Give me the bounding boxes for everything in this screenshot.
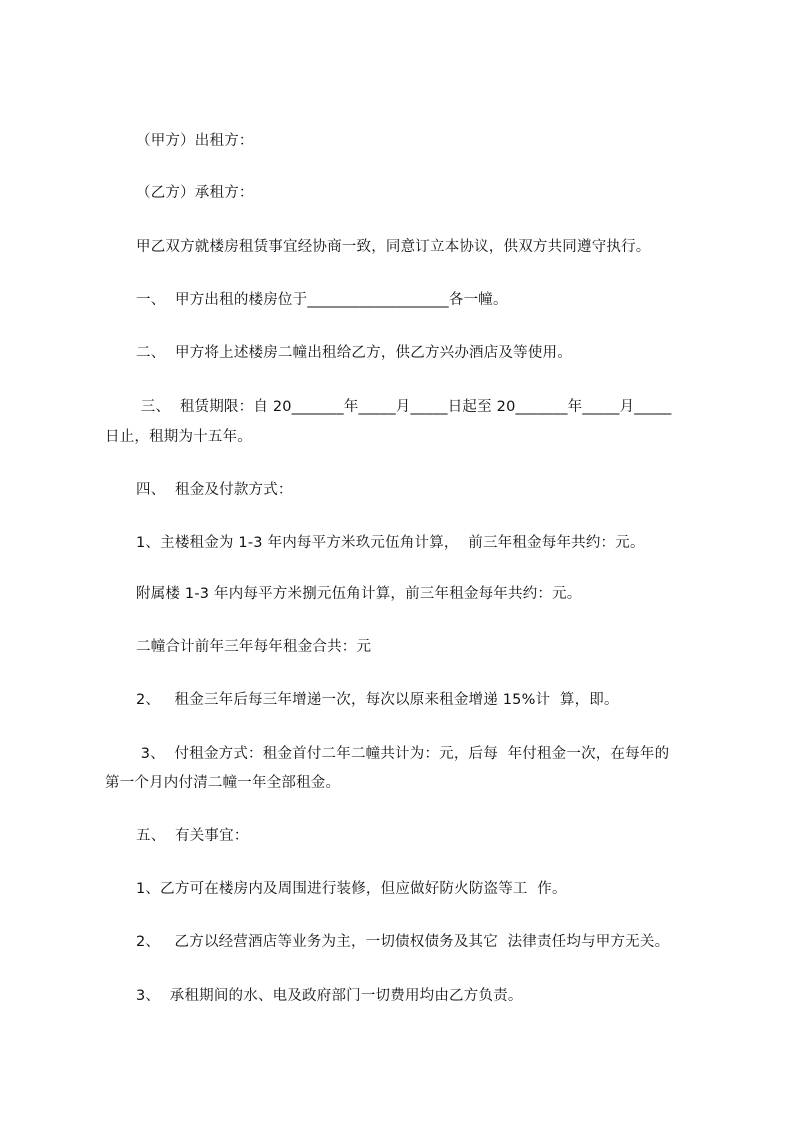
lessee-line: （乙方）承租方： — [136, 185, 254, 201]
clause-1-location: 一、 甲方出租的楼房位于___________________各一幢。 — [136, 292, 508, 308]
matters-item-1: 1、乙方可在楼房内及周围进行装修，但应做好防火防盗等工 作。 — [136, 881, 567, 897]
rent-annex-building: 附属楼 1-3 年内每平方米捌元伍角计算，前三年租金每年共约：元。 — [136, 586, 582, 602]
clause-2-purpose: 二、 甲方将上述楼房二幢出租给乙方，供乙方兴办酒店及等使用。 — [136, 345, 572, 361]
lessor-line: （甲方）出租方： — [136, 133, 254, 149]
matters-item-2: 2、 乙方以经营酒店等业务为主，一切债权债务及其它 法律责任均与甲方无关。 — [136, 934, 670, 950]
payment-method-continued: 第一个月内付清二幢一年全部租金。 — [105, 775, 341, 791]
rent-total: 二幢合计前年三年每年租金合共：元 — [136, 639, 372, 655]
agreement-intro: 甲乙双方就楼房租赁事宜经协商一致，同意订立本协议，供双方共同遵守执行。 — [136, 239, 651, 255]
clause-4-heading: 四、 租金及付款方式： — [136, 482, 293, 498]
clause-5-heading: 五、 有关事宜： — [136, 828, 249, 844]
rent-increase: 2、 租金三年后每三年增递一次，每次以原来租金增递 15%计 算，即。 — [136, 692, 619, 708]
rent-main-building: 1、主楼租金为 1-3 年内每平方米玖元伍角计算， 前三年租金每年共约：元。 — [136, 535, 645, 551]
clause-3-term: 三、 租赁期限：自 20_______年_____月_____日起至 20_______年_____月_____ — [136, 399, 672, 415]
matters-item-3: 3、 承租期间的水、电及政府部门一切费用均由乙方负责。 — [136, 988, 523, 1004]
payment-method: 3、 付租金方式：租金首付二年二幢共计为：元，后每 年付租金一次，在每年的 — [136, 746, 670, 762]
clause-3-term-continued: 日止，租期为十五年。 — [105, 429, 252, 445]
